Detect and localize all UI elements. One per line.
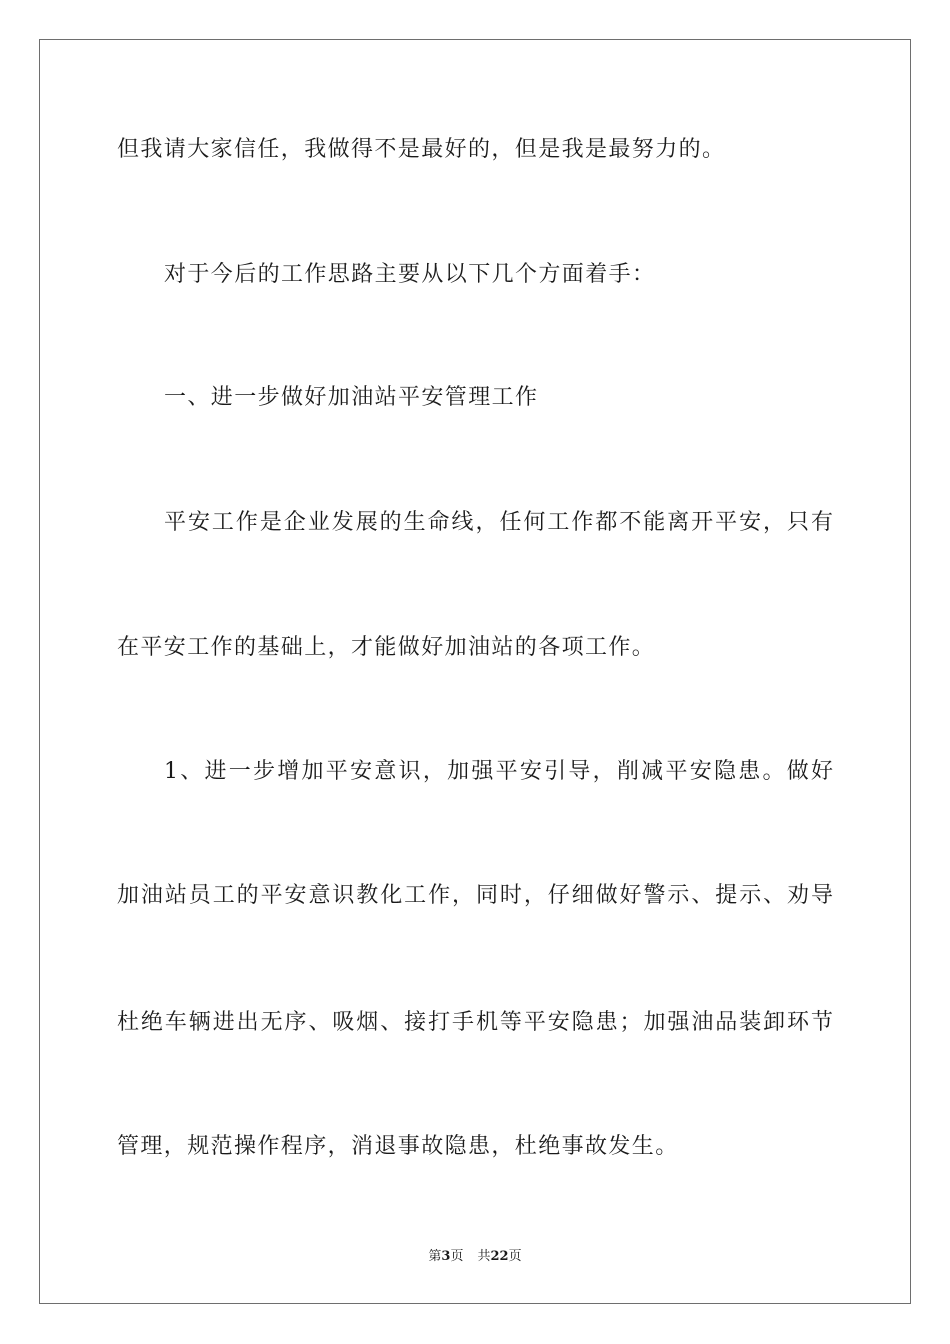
page-suffix: 页 [450,1249,464,1264]
page-footer [0,1248,950,1266]
text-line-7: 加油站员工的平安意识教化工作，同时，仔细做好警示、提示、劝导 [117,883,833,908]
total-suffix: 页 [508,1249,522,1264]
text-line-2: 对于今后的工作思路主要从以下几个方面着手： [164,262,656,287]
text-line-6: 1、进一步增加平安意识，加强平安引导，削减平安隐患。做好 [164,759,833,784]
text-line-4: 平安工作是企业发展的生命线，任何工作都不能离开平安，只有 [164,510,833,535]
page-frame [39,39,911,1304]
total-pages: 22 [490,1249,509,1264]
page-prefix: 第 [428,1249,442,1264]
total-prefix: 共 [477,1249,491,1264]
text-line-9: 管理，规范操作程序，消退事故隐患，杜绝事故发生。 [117,1134,679,1159]
text-line-5: 在平安工作的基础上，才能做好加油站的各项工作。 [117,635,656,660]
text-line-1: 但我请大家信任，我做得不是最好的，但是我是最努力的。 [117,137,726,162]
text-line-8: 杜绝车辆进出无序、吸烟、接打手机等平安隐患；加强油品装卸环节 [117,1010,833,1035]
page-number: 3 [441,1249,451,1264]
section-heading: 一、进一步做好加油站平安管理工作 [164,385,539,410]
